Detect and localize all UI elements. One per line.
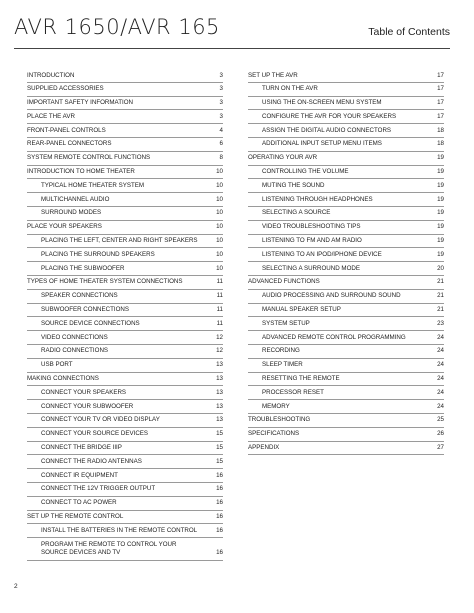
header-divider [14, 48, 450, 49]
toc-entry-title: SET UP THE REMOTE CONTROL [27, 513, 124, 520]
toc-entry-page: 19 [437, 195, 444, 203]
toc-entry-page: 3 [219, 112, 223, 120]
toc-entry-page: 10 [216, 250, 223, 258]
toc-entry[interactable] [248, 235, 444, 249]
toc-entry-title: PLACING THE LEFT, CENTER AND RIGHT SPEAKERS [41, 237, 198, 245]
toc-entry-page: 16 [216, 471, 223, 479]
toc-entry-title: USING THE ON-SCREEN MENU SYSTEM [262, 99, 382, 107]
toc-entry[interactable] [248, 83, 444, 97]
toc-entry[interactable] [248, 317, 444, 331]
toc-entry-title: SET UP THE AVR [248, 71, 298, 79]
toc-entry-title: ADDITIONAL INPUT SETUP MENU ITEMS [262, 140, 382, 148]
toc-entry[interactable] [248, 138, 444, 152]
toc-entry[interactable] [27, 524, 223, 538]
toc-entry-page: 17 [437, 112, 444, 120]
toc-entry[interactable] [27, 124, 223, 138]
toc-entry-page: 17 [437, 85, 444, 93]
toc-entry-page: 24 [437, 333, 444, 341]
toc-entry-title: CONNECT THE 12V TRIGGER OUTPUT [41, 485, 156, 493]
toc-entry[interactable] [27, 428, 223, 442]
toc-entry[interactable] [248, 262, 444, 276]
toc-entry[interactable] [248, 345, 444, 359]
toc-entry[interactable] [27, 207, 223, 221]
toc-entry-title: SLEEP TIMER [262, 361, 303, 369]
toc-entry-title: CONNECT YOUR SPEAKERS [41, 388, 127, 396]
toc-entry-title: VIDEO TROUBLESHOOTING TIPS [262, 223, 361, 231]
toc-entry-title: SELECTING A SOURCE [262, 209, 331, 217]
toc-entry-title: LISTENING THROUGH HEADPHONES [262, 195, 373, 203]
toc-entry[interactable] [248, 221, 444, 235]
toc-column-right [248, 69, 444, 455]
toc-entry-title: SPECIFICATIONS [248, 430, 300, 438]
toc-entry[interactable] [248, 428, 444, 442]
toc-entry-title: PLACE YOUR SPEAKERS [27, 223, 102, 231]
toc-entry-page: 10 [216, 195, 223, 203]
toc-entry[interactable] [27, 497, 223, 511]
toc-entry-title: SOURCE DEVICE CONNECTIONS [41, 319, 140, 327]
toc-entry-title: SYSTEM SETUP [262, 319, 310, 327]
toc-entry[interactable] [248, 193, 444, 207]
toc-entry-title: USB PORT [41, 361, 73, 369]
toc-entry-title: SUBWOOFER CONNECTIONS [41, 306, 130, 314]
toc-entry[interactable] [248, 97, 444, 111]
toc-entry-title: SELECTING A SURROUND MODE [262, 264, 360, 272]
toc-entry-title: CONNECT YOUR TV OR VIDEO DISPLAY [41, 416, 160, 424]
toc-entry[interactable] [27, 511, 223, 525]
toc-entry-title: MUTING THE SOUND [262, 181, 325, 189]
toc-entry[interactable] [27, 538, 223, 561]
toc-entry-page: 21 [437, 292, 444, 300]
toc-entry[interactable] [27, 442, 223, 456]
toc-entry-title: INTRODUCTION [27, 71, 75, 79]
toc-entry-page: 16 [216, 513, 223, 520]
toc-entry-page: 18 [437, 140, 444, 148]
toc-entry-page: 19 [437, 237, 444, 245]
toc-entry[interactable] [27, 97, 223, 111]
toc-entry-page: 19 [437, 154, 444, 162]
toc-entry-title: IMPORTANT SAFETY INFORMATION [27, 99, 133, 107]
toc-entry[interactable] [248, 179, 444, 193]
toc-entry-title: CONTROLLING THE VOLUME [262, 168, 349, 176]
toc-entry-page: 24 [437, 361, 444, 369]
toc-entry[interactable] [248, 110, 444, 124]
toc-entry-page: 26 [437, 430, 444, 438]
toc-entry-title: PLACING THE SUBWOOFER [41, 264, 125, 272]
toc-entry[interactable] [27, 83, 223, 97]
toc-entry-page: 25 [437, 416, 444, 424]
toc-entry-title: RESETTING THE REMOTE [262, 375, 340, 383]
toc-entry[interactable] [27, 193, 223, 207]
toc-entry-page: 11 [216, 292, 223, 300]
toc-entry-page: 19 [437, 223, 444, 231]
toc-entry-page: 4 [219, 126, 223, 134]
toc-entry[interactable] [27, 248, 223, 262]
toc-entry-page: 16 [216, 549, 223, 557]
toc-entry-title: CONNECT YOUR SOURCE DEVICES [41, 430, 149, 438]
toc-entry[interactable] [27, 469, 223, 483]
toc-entry-title: PROGRAM THE REMOTE TO CONTROL YOUR SOURCE DEVICES AND TV [41, 540, 177, 557]
toc-entry-title: MAKING CONNECTIONS [27, 375, 99, 383]
toc-entry-page: 10 [216, 237, 223, 245]
toc-entry-page: 24 [437, 347, 444, 355]
toc-entry[interactable] [248, 386, 444, 400]
toc-entry-title: CONNECT THE BRIDGE IIIP [41, 444, 122, 452]
toc-entry-page: 10 [216, 264, 223, 272]
toc-entry-title: PLACE THE AVR [27, 112, 75, 120]
toc-entry[interactable] [248, 152, 444, 166]
toc-entry[interactable] [27, 69, 223, 83]
toc-entry-page: 10 [216, 181, 223, 189]
toc-entry-page: 15 [216, 457, 223, 465]
toc-entry-title: CONNECT IR EQUIPMENT [41, 471, 118, 479]
toc-entry-page: 3 [219, 85, 223, 93]
toc-entry[interactable] [248, 331, 444, 345]
toc-entry-title: ADVANCED REMOTE CONTROL PROGRAMMING [262, 333, 406, 341]
toc-entry-title: TYPES OF HOME THEATER SYSTEM CONNECTIONS [27, 278, 183, 286]
toc-entry-title: FRONT-PANEL CONTROLS [27, 126, 106, 134]
toc-entry-title: CONNECT YOUR SUBWOOFER [41, 402, 134, 410]
toc-entry-page: 10 [216, 168, 223, 176]
toc-entry[interactable] [248, 442, 444, 456]
toc-column-left [27, 69, 223, 561]
toc-entry-page: 8 [219, 154, 223, 162]
toc-entry[interactable] [27, 386, 223, 400]
toc-entry-title: PROCESSOR RESET [262, 388, 324, 396]
toc-entry-page: 16 [216, 485, 223, 493]
toc-entry[interactable] [248, 359, 444, 373]
toc-entry-title: LISTENING TO AN IPOD/IPHONE DEVICE [262, 250, 382, 258]
toc-entry-page: 24 [437, 375, 444, 383]
toc-entry-title: INSTALL THE BATTERIES IN THE REMOTE CONTROL [41, 526, 198, 534]
toc-entry-title: SYSTEM REMOTE CONTROL FUNCTIONS [27, 154, 151, 162]
toc-entry[interactable] [27, 235, 223, 249]
toc-entry[interactable] [27, 455, 223, 469]
toc-entry-title: MEMORY [262, 402, 290, 410]
toc-entry-page: 11 [216, 278, 223, 286]
toc-entry-title: SURROUND MODES [41, 209, 102, 217]
toc-entry[interactable] [248, 124, 444, 138]
toc-entry-title: MANUAL SPEAKER SETUP [262, 306, 341, 314]
toc-entry-page: 16 [216, 499, 223, 507]
toc-entry[interactable] [248, 276, 444, 290]
toc-entry-page: 13 [216, 416, 223, 424]
toc-entry[interactable] [248, 304, 444, 318]
page-number: 2 [14, 583, 18, 590]
toc-entry-title: MULTICHANNEL AUDIO [41, 195, 110, 203]
toc-entry[interactable] [248, 248, 444, 262]
toc-entry[interactable] [27, 400, 223, 414]
toc-entry-title: CONFIGURE THE AVR FOR YOUR SPEAKERS [262, 112, 397, 120]
toc-entry[interactable] [27, 304, 223, 318]
toc-entry-page: 20 [437, 264, 444, 272]
toc-entry[interactable] [248, 166, 444, 180]
toc-entry[interactable] [248, 373, 444, 387]
toc-entry-page: 17 [437, 99, 444, 107]
section-heading: Table of Contents [368, 26, 450, 38]
toc-entry[interactable] [248, 290, 444, 304]
toc-entry[interactable] [27, 152, 223, 166]
toc-entry-page: 19 [437, 209, 444, 217]
toc-entry[interactable] [248, 400, 444, 414]
toc-entry[interactable] [27, 262, 223, 276]
toc-entry[interactable] [248, 207, 444, 221]
toc-entry[interactable] [27, 166, 223, 180]
toc-entry-title: ASSIGN THE DIGITAL AUDIO CONNECTORS [262, 126, 392, 134]
toc-entry[interactable] [27, 483, 223, 497]
toc-entry-page: 19 [437, 250, 444, 258]
toc-entry-page: 15 [216, 430, 223, 438]
toc-entry-page: 6 [219, 140, 223, 148]
toc-entry-title: INTRODUCTION TO HOME THEATER [27, 168, 135, 176]
toc-entry-title: TURN ON THE AVR [262, 85, 318, 93]
toc-entry[interactable] [27, 331, 223, 345]
toc-entry-title: PLACING THE SURROUND SPEAKERS [41, 250, 155, 258]
toc-entry-title: REAR-PANEL CONNECTORS [27, 140, 112, 148]
toc-entry-page: 12 [216, 347, 223, 355]
toc-entry-title: LISTENING TO FM AND AM RADIO [262, 237, 362, 245]
toc-entry-page: 13 [216, 361, 223, 369]
toc-entry[interactable] [248, 69, 444, 83]
toc-entry-title: OPERATING YOUR AVR [248, 154, 318, 162]
toc-entry-title: RADIO CONNECTIONS [41, 347, 109, 355]
toc-entry-title: TYPICAL HOME THEATER SYSTEM [41, 181, 145, 189]
toc-entry[interactable] [27, 373, 223, 387]
toc-entry-title: SUPPLIED ACCESSORIES [27, 85, 104, 93]
toc-entry-page: 13 [216, 388, 223, 396]
toc-entry-page: 21 [437, 278, 444, 286]
toc-entry[interactable] [27, 221, 223, 235]
toc-entry-title: ADVANCED FUNCTIONS [248, 278, 320, 286]
toc-entry[interactable] [27, 359, 223, 373]
toc-entry-page: 18 [437, 126, 444, 134]
toc-entry[interactable] [27, 290, 223, 304]
toc-entry-page: 12 [216, 333, 223, 341]
toc-entry-page: 27 [437, 444, 444, 452]
toc-entry-page: 19 [437, 168, 444, 176]
toc-entry-page: 13 [216, 375, 223, 383]
toc-entry-page: 13 [216, 402, 223, 410]
toc-entry-page: 3 [219, 71, 223, 79]
toc-entry-page: 24 [437, 388, 444, 396]
toc-entry-title: RECORDING [262, 347, 300, 355]
toc-entry-page: 10 [216, 209, 223, 217]
toc-entry[interactable] [248, 414, 444, 428]
toc-entry-page: 21 [437, 306, 444, 314]
toc-entry-title: VIDEO CONNECTIONS [41, 333, 108, 341]
toc-entry-title: TROUBLESHOOTING [248, 416, 311, 424]
toc-entry-page: 15 [216, 444, 223, 452]
toc-entry-title: APPENDIX [248, 444, 280, 452]
toc-entry[interactable] [27, 138, 223, 152]
toc-entry-page: 24 [437, 402, 444, 410]
toc-entry-page: 17 [437, 71, 444, 79]
toc-entry-page: 11 [216, 319, 223, 327]
toc-entry[interactable] [27, 414, 223, 428]
toc-entry-page: 23 [437, 319, 444, 327]
toc-entry[interactable] [27, 179, 223, 193]
toc-entry-title: AUDIO PROCESSING AND SURROUND SOUND [262, 292, 401, 300]
toc-entry-title: CONNECT TO AC POWER [41, 499, 117, 507]
toc-entry-title: CONNECT THE RADIO ANTENNAS [41, 457, 142, 465]
toc-entry-page: 10 [216, 223, 223, 231]
toc-entry[interactable] [27, 345, 223, 359]
toc-entry-page: 19 [437, 181, 444, 189]
toc-entry[interactable] [27, 110, 223, 124]
toc-entry-page: 11 [216, 306, 223, 314]
toc-entry[interactable] [27, 317, 223, 331]
toc-entry[interactable] [27, 276, 223, 290]
toc-entry-title: SPEAKER CONNECTIONS [41, 292, 118, 300]
document-title: AVR 1650/AVR 165 [14, 15, 220, 39]
toc-entry-page: 16 [216, 526, 223, 534]
toc-entry-page: 3 [219, 99, 223, 107]
